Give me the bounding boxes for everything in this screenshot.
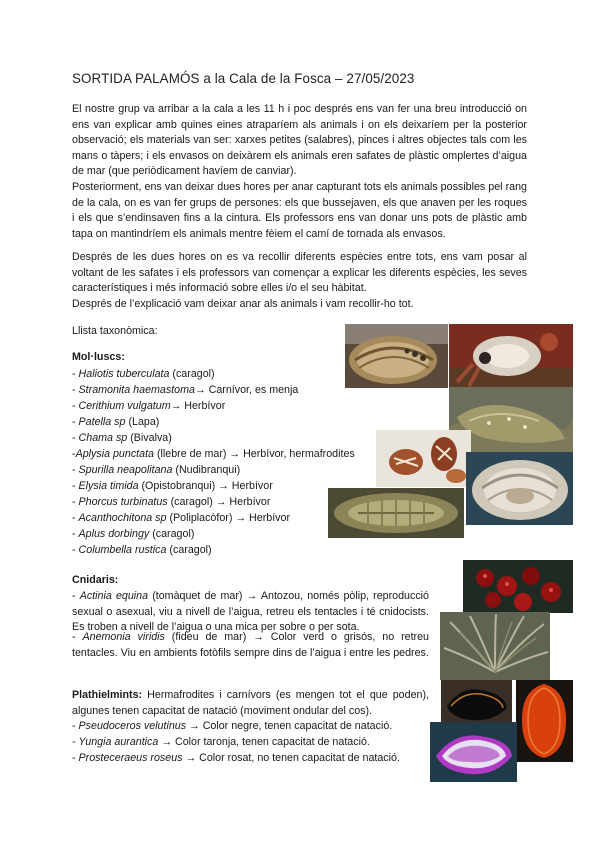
mollusc-list-item: - Phorcus turbinatus (caragol) → Herbívor [72,496,271,508]
pink-flatworm-photo-icon [430,722,517,782]
taxonomy-label: Llista taxonòmica: [72,325,158,337]
mollusc-list-item: - Stramonita haemastoma→ Carnívor, es menja [72,384,299,396]
intro-paragraph-1: El nostre grup va arribar a la cala a les 11 h i poc després ens van fer una breu introducció on ens van explicar amb quines eines atraparíem als animals i on els deixaríem per la posterior observació; els materials van ser: xarxes petites (salabres), pinces i altres objectes tals com les mans o tàpers; i els envasos on deixàrem els animals eren safates de plàstic omplertes d’aigua de mar (que periòdicament havíem de canviar). [72,103,527,178]
mollusc-list-item: - Cerithium vulgatum→ Herbívor [72,400,226,412]
mollusc-list-item: - Chama sp (Bivalva) [72,432,172,444]
mollusc-list-item: - Spurilla neapolitana (Nudibranqui) [72,464,241,476]
cnidaris-item-actinia: - Actinia equina (tomàquet de mar) → Antozou, només pòlip, reproducció sexual o asexual, viu a nivell de l’aigua, retreu els tentacles i té cnidocists. Es troben a nivell de l’aigua o una mica per sobre o per sota. [72,590,429,634]
orange-flatworm-photo-icon [516,680,573,762]
intro-paragraph-4: Després de l’explicació vam deixar anar als animals i vam recollir-ho tot. [72,298,414,310]
page-title: SORTIDA PALAMÓS a la Cala de la Fosca – 27/05/2023 [72,71,415,86]
cnidaris-item-anemonia: - Anemonia viridis (fideu de mar) → Color verd o grisós, no retreu tentacles. Viu en ambients fotòfils sempre dins de l’aigua i entre les pedres. [72,631,429,659]
cnidaris-heading: Cnidaris: [72,574,119,586]
mollusc-list-item: - Columbella rustica (caragol) [72,544,212,556]
chama-shell-photo-icon [466,452,573,525]
mollusc-list-item: - Elysia timida (Opistobranqui) → Herbívor [72,480,273,492]
chiton-photo-icon [328,488,464,538]
platelmint-list-item: - Yungia aurantica → Color taronja, tenen capacitat de natació. [72,736,370,748]
mollusc-list-item: - Patella sp (Lapa) [72,416,160,428]
anemonia-photo-icon [440,612,550,680]
hermit-snail-photo-icon [449,324,573,388]
mollusc-list-item: - Aplus dorbingy (caragol) [72,528,195,540]
platelmints-intro: Plathielmints: Hermafrodites i carnívors (es mengen tot el que poden), algunes tenen capacitat de natació (moviment ondular del cos). [72,689,429,717]
mollusc-list-item: - Haliotis tuberculata (caragol) [72,368,215,380]
actinia-photo-icon [463,560,573,613]
cone-shells-photo-icon [376,430,471,487]
intro-paragraph-2: Posteriorment, ens van deixar dues hores per anar capturant tots els animals possibles pel rang de la cala, on es van fer grups de persones: els que bussejaven, els que anaven per les roques i els que s’endinsaven fins a la cintura. Els professors ens van donar uns pots de plàstic amb tapa on mantindríem els animals mentre fèiem el camí de tornada als envasos. [72,181,527,240]
mollusc-list-item: - Acanthochitona sp (Poliplacòfor) → Herbívor [72,512,291,524]
black-flatworm-photo-icon [441,680,512,725]
abalone-photo-icon [345,324,448,388]
molluscs-heading: Mol·luscs: [72,351,125,363]
mollusc-list-item: -Aplysia punctata (llebre de mar) → Herbívor, hermafrodites [72,448,355,460]
platelmint-list-item: - Prosteceraeus roseus → Color rosat, no tenen capacitat de natació. [72,752,400,764]
platelmint-list-item: - Pseudoceros velutinus → Color negre, tenen capacitat de natació. [72,720,393,732]
intro-paragraph-3: Després de les dues hores on es va recollir diferents espècies entre tots, ens vam posar al voltant de les safates i els professors van començar a explicar les diferents espècies, les seves característiques i més informació sobre elles i/o el seu hàbitat. [72,251,527,295]
